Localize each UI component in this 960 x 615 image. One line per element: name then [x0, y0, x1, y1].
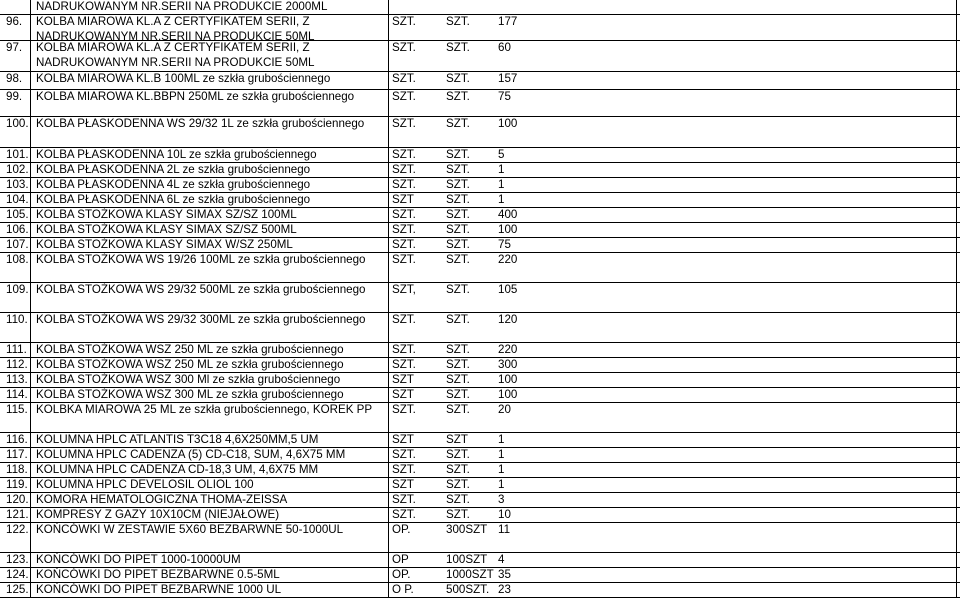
row-number: 115. [6, 403, 28, 416]
row-number: 109. [6, 283, 29, 296]
item-name: KOLBA STOŻKOWA WSZ 250 ML ze szkła grubościennego [36, 343, 344, 356]
item-name: KOLBA MIAROWA KL.A Z CERTYFIKATEM SERII, Z NADRUKOWANYM NR.SERII NA PRODUKCIE 50ML [36, 41, 315, 69]
unit: SZT. [392, 15, 416, 28]
table-row [0, 238, 960, 253]
quantity: 100 [498, 388, 518, 401]
unit: SZT [392, 193, 414, 206]
item-name: KOLBA PŁASKODENNA 10L ze szkła grubościennego [36, 148, 317, 161]
unit: SZT. [392, 90, 416, 103]
quantity: 300 [498, 358, 518, 371]
item-name: KOŃCÓWKI DO PIPET BEZBARWNE 0.5-5ML [36, 568, 280, 581]
unit: SZT. [392, 72, 416, 85]
quantity: 100 [498, 223, 518, 236]
quantity: 1 [498, 433, 505, 446]
quantity: 100 [498, 117, 518, 130]
column-divider [30, 0, 31, 598]
item-name: KOMPRESY Z GAZY 10X10CM (NIEJAŁOWE) [36, 508, 280, 521]
package-unit: SZT. [446, 313, 470, 326]
quantity: 3 [498, 493, 505, 506]
row-number: 117. [6, 448, 28, 461]
row-number: 113. [6, 373, 28, 386]
table-row [0, 313, 960, 343]
unit: SZT [392, 388, 414, 401]
table-row [0, 283, 960, 313]
unit: SZT. [392, 508, 416, 521]
row-number: 119. [6, 478, 28, 491]
package-unit: SZT [446, 433, 468, 446]
row-number: 99. [6, 90, 23, 103]
package-unit: SZT. [446, 163, 470, 176]
package-unit: SZT. [446, 448, 470, 461]
row-number: 107. [6, 238, 29, 251]
table-row [0, 373, 960, 388]
table-row [0, 343, 960, 358]
table-row [0, 163, 960, 178]
quantity: 10 [498, 508, 511, 521]
unit: SZT. [392, 208, 416, 221]
package-unit: SZT. [446, 238, 470, 251]
package-unit: SZT. [446, 388, 470, 401]
quantity: 105 [498, 283, 518, 296]
quantity: 120 [498, 313, 518, 326]
item-name: KOLUMNA HPLC DEVELOSIL OLIOL 100 [36, 478, 254, 491]
unit: SZT [392, 478, 414, 491]
table-row [0, 478, 960, 493]
quantity: 177 [498, 15, 518, 28]
table-row [0, 493, 960, 508]
row-number: 106. [6, 223, 29, 236]
quantity: 157 [498, 72, 518, 85]
package-unit: SZT. [446, 463, 470, 476]
package-unit: SZT. [446, 193, 470, 206]
table-row [0, 388, 960, 403]
package-unit: SZT. [446, 178, 470, 191]
package-unit: 500SZT. [446, 583, 490, 596]
quantity: 23 [498, 583, 511, 596]
item-name: KOŃCÓWKI DO PIPET 1000-10000UM [36, 553, 241, 566]
quantity: 1 [498, 448, 505, 461]
package-unit: SZT. [446, 493, 470, 506]
row-number: 105. [6, 208, 29, 221]
table-row [0, 463, 960, 478]
row-number: 125. [6, 583, 29, 596]
item-name: KOLBA PŁASKODENNA WS 29/32 1L ze szkła grubościennego [36, 117, 365, 130]
quantity: 220 [498, 253, 518, 266]
item-name: KOLBA PŁASKODENNA 6L ze szkła grubościennego [36, 193, 311, 206]
table-row [0, 553, 960, 568]
unit: SZT. [392, 163, 416, 176]
row-number: 123. [6, 553, 29, 566]
quantity: 1 [498, 163, 505, 176]
table-row [0, 193, 960, 208]
row-number: 120. [6, 493, 29, 506]
unit: SZT. [392, 313, 416, 326]
package-unit: SZT. [446, 72, 470, 85]
quantity: 400 [498, 208, 518, 221]
package-unit: SZT. [446, 403, 470, 416]
quantity: 35 [498, 568, 511, 581]
table-row [0, 0, 960, 15]
table-row [0, 208, 960, 223]
quantity: 75 [498, 238, 511, 251]
item-name: KOLBA STOŻKOWA WS 19/26 100ML ze szkła grubościennego [36, 253, 366, 266]
unit: SZT [392, 373, 414, 386]
quantity: 1 [498, 463, 505, 476]
table-row [0, 223, 960, 238]
row-number: 118. [6, 463, 28, 476]
row-number: 116. [6, 433, 28, 446]
unit: SZT. [392, 358, 416, 371]
package-unit: SZT. [446, 90, 470, 103]
row-number: 96. [6, 15, 23, 28]
row-number: 124. [6, 568, 29, 581]
package-unit: SZT. [446, 358, 470, 371]
item-name: KOLUMNA HPLC ATLANTIS T3C18 4,6X250MM,5 UM [36, 433, 319, 446]
row-number: 103. [6, 178, 29, 191]
row-number: 100. [6, 117, 29, 130]
item-name: KOLBA MIAROWA KL.A Z CERTYFIKATEM SERII, Z NADRUKOWANYM NR.SERII NA PRODUKCIE 50ML [36, 15, 315, 43]
row-number: 101. [6, 148, 29, 161]
item-name: KOLBA STOŻKOWA WSZ 250 ML ze szkła grubościennego [36, 358, 344, 371]
unit: SZT. [392, 253, 416, 266]
unit: SZT. [392, 463, 416, 476]
item-name: KOLUMNA HPLC CADENZA (5) CD-C18, SUM, 4,6X75 MM [36, 448, 346, 461]
table-row [0, 72, 960, 90]
column-divider [388, 0, 389, 598]
package-unit: SZT. [446, 117, 470, 130]
quantity: 1 [498, 478, 505, 491]
table-row [0, 15, 960, 41]
item-name: KOLBA STOŻKOWA WS 29/32 300ML ze szkła grubościennego [36, 313, 366, 326]
quantity: 11 [498, 523, 511, 536]
row-number: 110. [6, 313, 28, 326]
unit: SZT. [392, 238, 416, 251]
package-unit: 300SZT [446, 523, 488, 536]
table-row [0, 448, 960, 463]
row-number: 108. [6, 253, 29, 266]
package-unit: SZT. [446, 373, 470, 386]
item-name: KOŃCÓWKI DO PIPET BEZBARWNE 1000 UL [36, 583, 282, 596]
table-row [0, 90, 960, 117]
item-name: KOLBA STOŻKOWA WS 29/32 500ML ze szkła grubościennego [36, 283, 366, 296]
package-unit: SZT. [446, 343, 470, 356]
row-number: 122. [6, 523, 29, 536]
unit: SZT. [392, 223, 416, 236]
package-unit: SZT. [446, 15, 470, 28]
table-row [0, 433, 960, 448]
quantity: 4 [498, 553, 505, 566]
quantity: 60 [498, 41, 511, 54]
quantity: 1 [498, 193, 505, 206]
unit: SZT [392, 433, 414, 446]
table-row [0, 41, 960, 72]
quantity: 5 [498, 148, 505, 161]
package-unit: SZT. [446, 41, 470, 54]
table-row [0, 583, 960, 598]
item-name: KOLBA STOŻKOWA WSZ 300 Ml ze szkła grubościennego [36, 373, 341, 386]
item-name: KOŃCÓWKI W ZESTAWIE 5X60 BEZBARWNE 50-1000UL [36, 523, 344, 536]
package-unit: SZT. [446, 223, 470, 236]
table-row [0, 358, 960, 373]
package-unit: SZT. [446, 208, 470, 221]
unit: SZT. [392, 148, 416, 161]
row-number: 112. [6, 358, 28, 371]
unit: SZT. [392, 117, 416, 130]
item-name: KOLBA STOŻKOWA KLASY SIMAX W/SZ 250ML [36, 238, 293, 251]
row-number: 97. [6, 41, 23, 54]
column-divider [956, 0, 957, 598]
table-row [0, 523, 960, 553]
item-name: KOLBA MIAROWA KL.BBPN 250ML ze szkła grubościennego [36, 90, 355, 103]
table-row [0, 178, 960, 193]
package-unit: SZT. [446, 148, 470, 161]
table-row [0, 568, 960, 583]
table-row [0, 117, 960, 148]
row-number: 104. [6, 193, 29, 206]
table-row [0, 148, 960, 163]
row-number: 114. [6, 388, 28, 401]
item-name: KOLBA STOŻKOWA WSZ 300 ML ze szkła grubościennego [36, 388, 344, 401]
quantity: 1 [498, 178, 505, 191]
unit: OP. [392, 568, 411, 581]
row-number: 98. [6, 72, 23, 85]
package-unit: SZT. [446, 283, 470, 296]
item-name: KOLBA STOŻKOWA KLASY SIMAX SZ/SZ 100ML [36, 208, 297, 221]
table-row [0, 253, 960, 283]
row-number: 111. [6, 343, 27, 356]
package-unit: SZT. [446, 478, 470, 491]
unit: SZT. [392, 403, 416, 416]
unit: OP. [392, 523, 411, 536]
unit: OP [392, 553, 409, 566]
unit: SZT. [392, 178, 416, 191]
unit: SZT. [392, 448, 416, 461]
unit: SZT. [392, 343, 416, 356]
row-number: 102. [6, 163, 29, 176]
package-unit: SZT. [446, 508, 470, 521]
unit: SZT. [392, 41, 416, 54]
package-unit: 1000SZT [446, 568, 494, 581]
item-name: KOLBA MIAROWA KL.B 100ML ze szkła grubościennego [36, 72, 331, 85]
unit: O P. [392, 583, 414, 596]
quantity: 220 [498, 343, 518, 356]
table-row [0, 508, 960, 523]
item-name: KOLBA STOŻKOWA KLASY SIMAX SZ/SZ 500ML [36, 223, 297, 236]
item-name: KOMORA HEMATOLOGICZNA THOMA-ZEISSA [36, 493, 288, 506]
item-name: KOLBA PŁASKODENNA 2L ze szkła grubościennego [36, 163, 311, 176]
package-unit: 100SZT [446, 553, 488, 566]
item-name: KOLUMNA HPLC CADENZA CD-18,3 UM, 4,6X75 MM [36, 463, 319, 476]
unit: SZT. [392, 493, 416, 506]
quantity: 100 [498, 373, 518, 386]
item-name: KOLBKA MIAROWA 25 ML ze szkła grubościennego, KOREK PP [36, 403, 373, 416]
quantity: 75 [498, 90, 511, 103]
package-unit: SZT. [446, 253, 470, 266]
table-row [0, 403, 960, 433]
unit: SZT, [392, 283, 416, 296]
item-name: NADRUKOWANYM NR.SERII NA PRODUKCIE 2000ML [36, 0, 328, 13]
item-name: KOLBA PŁASKODENNA 4L ze szkła grubościennego [36, 178, 311, 191]
row-number: 121. [6, 508, 29, 521]
quantity: 20 [498, 403, 511, 416]
